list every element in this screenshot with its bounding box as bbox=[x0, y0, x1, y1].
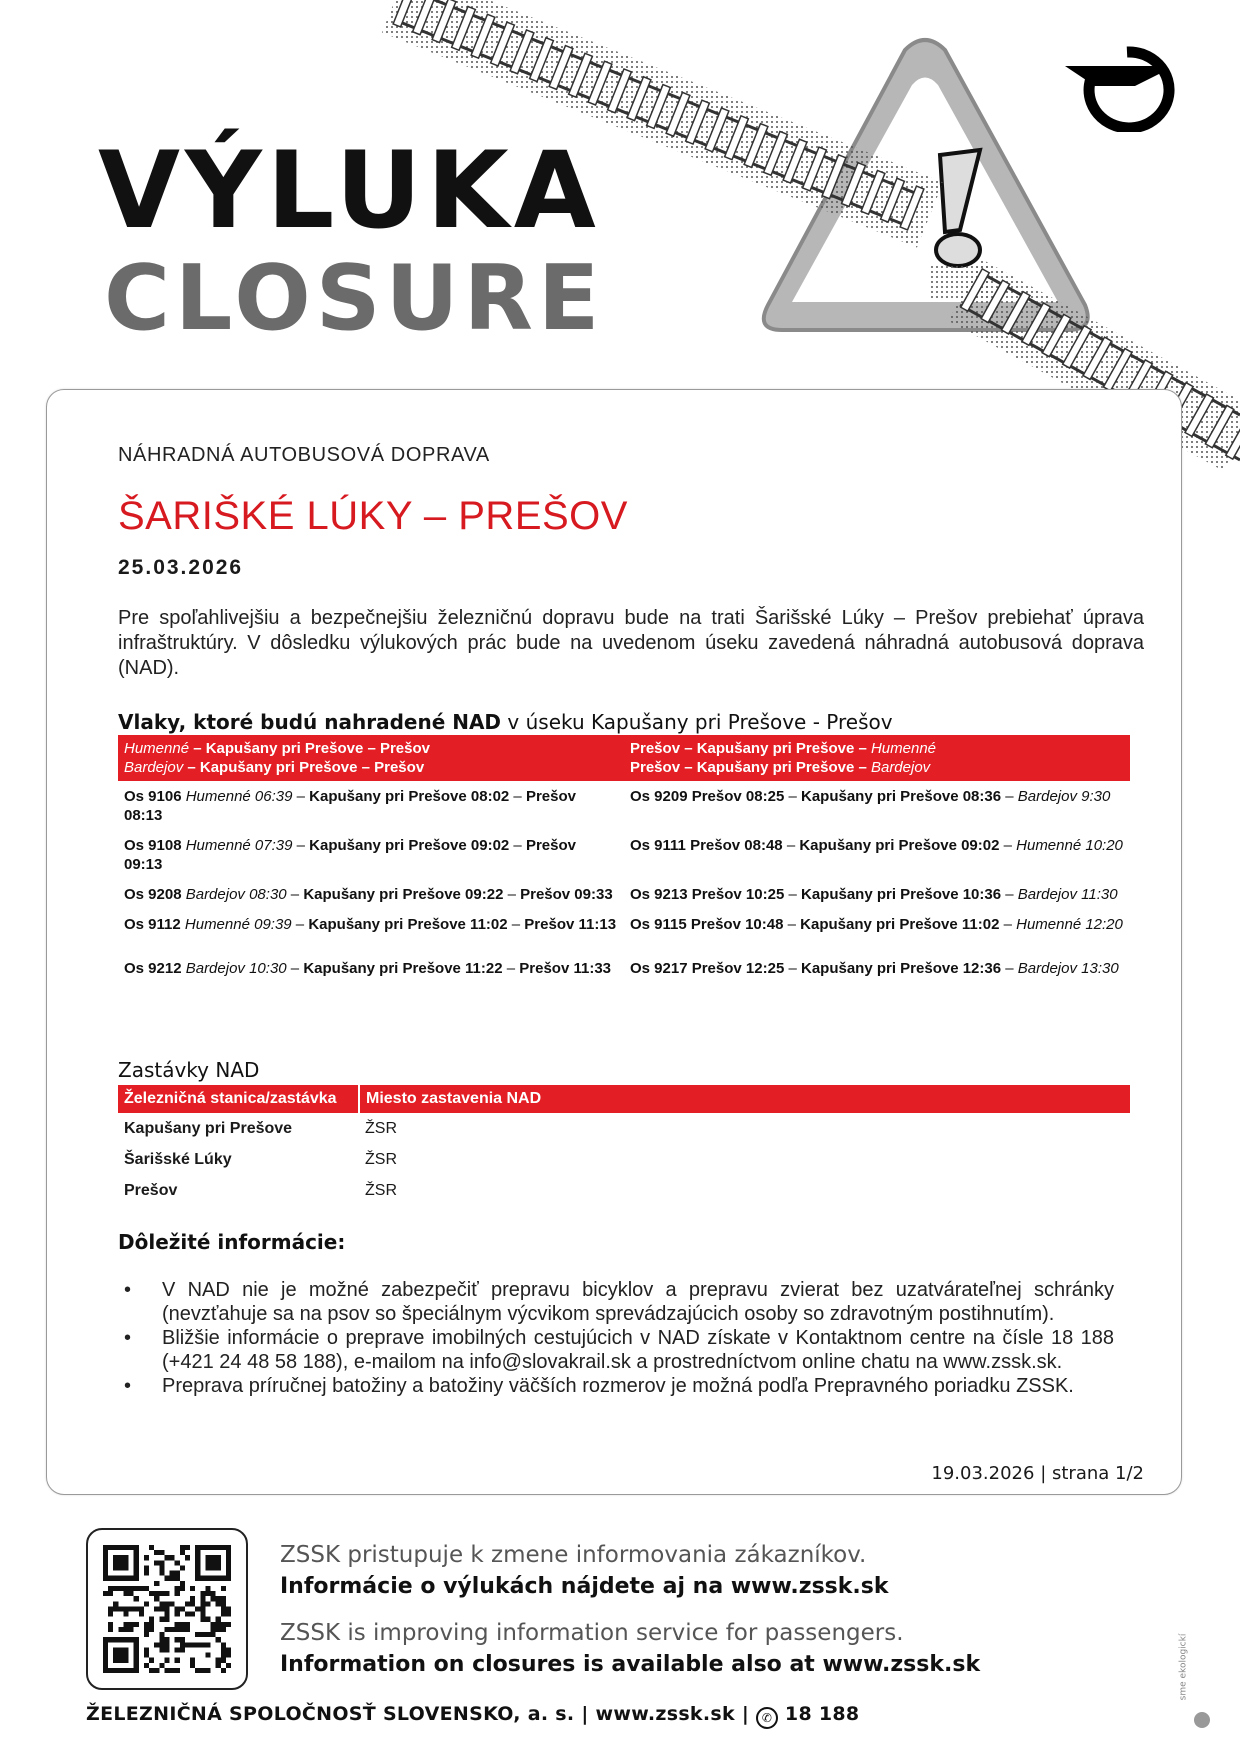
train-cell: Os 9112 Humenné 09:39 – Kapušany pri Prešove 11:02 – Prešov 11:13 bbox=[124, 916, 617, 933]
train-cell: Os 9217 Prešov 12:25 – Kapušany pri Prešove 12:36 – Bardejov 13:30 bbox=[630, 960, 1119, 977]
stops-heading: Zastávky NAD bbox=[118, 1058, 260, 1082]
train-cell: Os 9209 Prešov 08:25 – Kapušany pri Prešove 08:36 – Bardejov 9:30 bbox=[630, 788, 1111, 805]
page-number: strana 1/2 bbox=[1052, 1463, 1144, 1484]
train-cell: Os 9212 Bardejov 10:30 – Kapušany pri Prešove 11:22 – Prešov 11:33 bbox=[124, 960, 612, 977]
train-cell: Os 9106 Humenné 06:39 – Kapušany pri Prešove 08:02 – Prešov 08:13 bbox=[124, 788, 576, 824]
company-line: ŽELEZNIČNÁ SPOLOČNOSŤ SLOVENSKO, a. s. | www.zssk.sk | ✆ 18 188 bbox=[86, 1703, 859, 1729]
list-item: • Bližšie informácie o preprave imobilných cestujúcich v NAD získate v Kontaktnom centre na čísle 18 188 (+421 24 48 58 188), e-mailom na info@slovakrail.sk a prostredníctvom online chatu na www.zssk.sk. bbox=[118, 1326, 1114, 1374]
trains-table bbox=[118, 735, 1130, 983]
stops-col-place: Miesto zastavenia NAD bbox=[359, 1085, 1130, 1113]
list-item: • V NAD nie je možné zabezpečiť prepravu bicyklov a prepravu zvierat bez uzatvárateľnej schránky (nevzťahuje sa na psov so špeciálnym výcvikom sprevádzajúcich osoby so zdravotným postihnutím). bbox=[118, 1278, 1114, 1326]
list-item: • Preprava príručnej batožiny a batožiny väčších rozmerov je možná podľa Prepravného poriadku ZSSK. bbox=[118, 1374, 1114, 1398]
eco-label: sme ekologickí bbox=[1178, 1633, 1189, 1701]
company-name: ŽELEZNIČNÁ SPOLOČNOSŤ SLOVENSKO, a. s. bbox=[86, 1703, 575, 1725]
qr-code-icon bbox=[86, 1528, 248, 1690]
footer-line-sk-1: ZSSK pristupuje k zmene informovania zákazníkov. bbox=[280, 1542, 867, 1568]
train-cell: Os 9208 Bardejov 08:30 – Kapušany pri Prešove 09:22 – Prešov 09:33 bbox=[124, 886, 613, 903]
table-row bbox=[118, 781, 1130, 830]
footer-line-sk-2: Informácie o výlukách nájdete aj na www.zssk.sk bbox=[280, 1574, 889, 1599]
trains-heading: Vlaky, ktoré budú nahradené NAD v úseku Kapušany pri Prešove - Prešov bbox=[118, 710, 893, 734]
intro-paragraph: Pre spoľahlivejšiu a bezpečnejšiu železničnú dopravu bude na trati Šarišské Lúky – Prešov prebiehať úprava infraštruktúry. V dôsledku výlukových prác bude na uvedenom úseku zavedená náhradná autobusová doprava (NAD). bbox=[118, 607, 1144, 679]
info-list bbox=[118, 1278, 1114, 1398]
train-cell: Os 9213 Prešov 10:25 – Kapušany pri Prešove 10:36 – Bardejov 11:30 bbox=[630, 886, 1118, 903]
page-meta bbox=[880, 1463, 1144, 1484]
company-phone: 18 188 bbox=[784, 1703, 860, 1725]
meta-separator: | bbox=[1040, 1463, 1047, 1484]
closure-title-sk: VÝLUKA bbox=[98, 129, 601, 252]
table-row bbox=[118, 879, 1130, 909]
phone-icon: ✆ bbox=[756, 1707, 778, 1729]
closure-title-en: CLOSURE bbox=[104, 246, 605, 351]
table-row bbox=[118, 1144, 1130, 1175]
table-row bbox=[118, 830, 1130, 879]
table-row bbox=[118, 939, 1130, 983]
station-name: Šarišské Lúky bbox=[124, 1151, 232, 1168]
trains-header-right: Prešov – Kapušany pri Prešove – Humenné Prešov – Kapušany pri Prešove – Bardejov bbox=[624, 735, 1130, 781]
table-row bbox=[118, 1113, 1130, 1144]
zssk-logo-icon bbox=[1065, 42, 1190, 132]
trains-header-left: Humenné – Kapušany pri Prešove – Prešov Bardejov – Kapušany pri Prešove – Prešov bbox=[118, 735, 624, 781]
train-cell: Os 9111 Prešov 08:48 – Kapušany pri Prešove 09:02 – Humenné 10:20 bbox=[630, 837, 1123, 854]
table-row bbox=[118, 1175, 1130, 1206]
info-heading: Dôležité informácie: bbox=[118, 1230, 346, 1254]
station-name: Kapušany pri Prešove bbox=[124, 1120, 293, 1137]
table-row bbox=[118, 909, 1130, 939]
stops-col-station: Železničná stanica/zastávka bbox=[118, 1085, 359, 1113]
section-label: NÁHRADNÁ AUTOBUSOVÁ DOPRAVA bbox=[118, 444, 490, 466]
station-name: Prešov bbox=[124, 1182, 178, 1199]
recycle-icon bbox=[1194, 1712, 1210, 1728]
eco-badge bbox=[1178, 1620, 1218, 1730]
stop-place: ŽSR bbox=[365, 1120, 397, 1137]
train-cell: Os 9108 Humenné 07:39 – Kapušany pri Prešove 09:02 – Prešov 09:13 bbox=[124, 837, 576, 873]
company-website[interactable]: www.zssk.sk bbox=[595, 1703, 735, 1725]
closure-date: 25.03.2026 bbox=[118, 556, 244, 579]
footer-line-en-1: ZSSK is improving information service for passengers. bbox=[280, 1620, 904, 1646]
footer-line-en-2: Information on closures is available also at www.zssk.sk bbox=[280, 1652, 981, 1677]
stop-place: ŽSR bbox=[365, 1182, 397, 1199]
issue-date: 19.03.2026 bbox=[931, 1463, 1035, 1484]
stops-table bbox=[118, 1085, 1130, 1206]
route-title: ŠARIŠKÉ LÚKY – PREŠOV bbox=[118, 494, 628, 538]
stop-place: ŽSR bbox=[365, 1151, 397, 1168]
train-cell: Os 9115 Prešov 10:48 – Kapušany pri Prešove 11:02 – Humenné 12:20 bbox=[630, 916, 1123, 933]
